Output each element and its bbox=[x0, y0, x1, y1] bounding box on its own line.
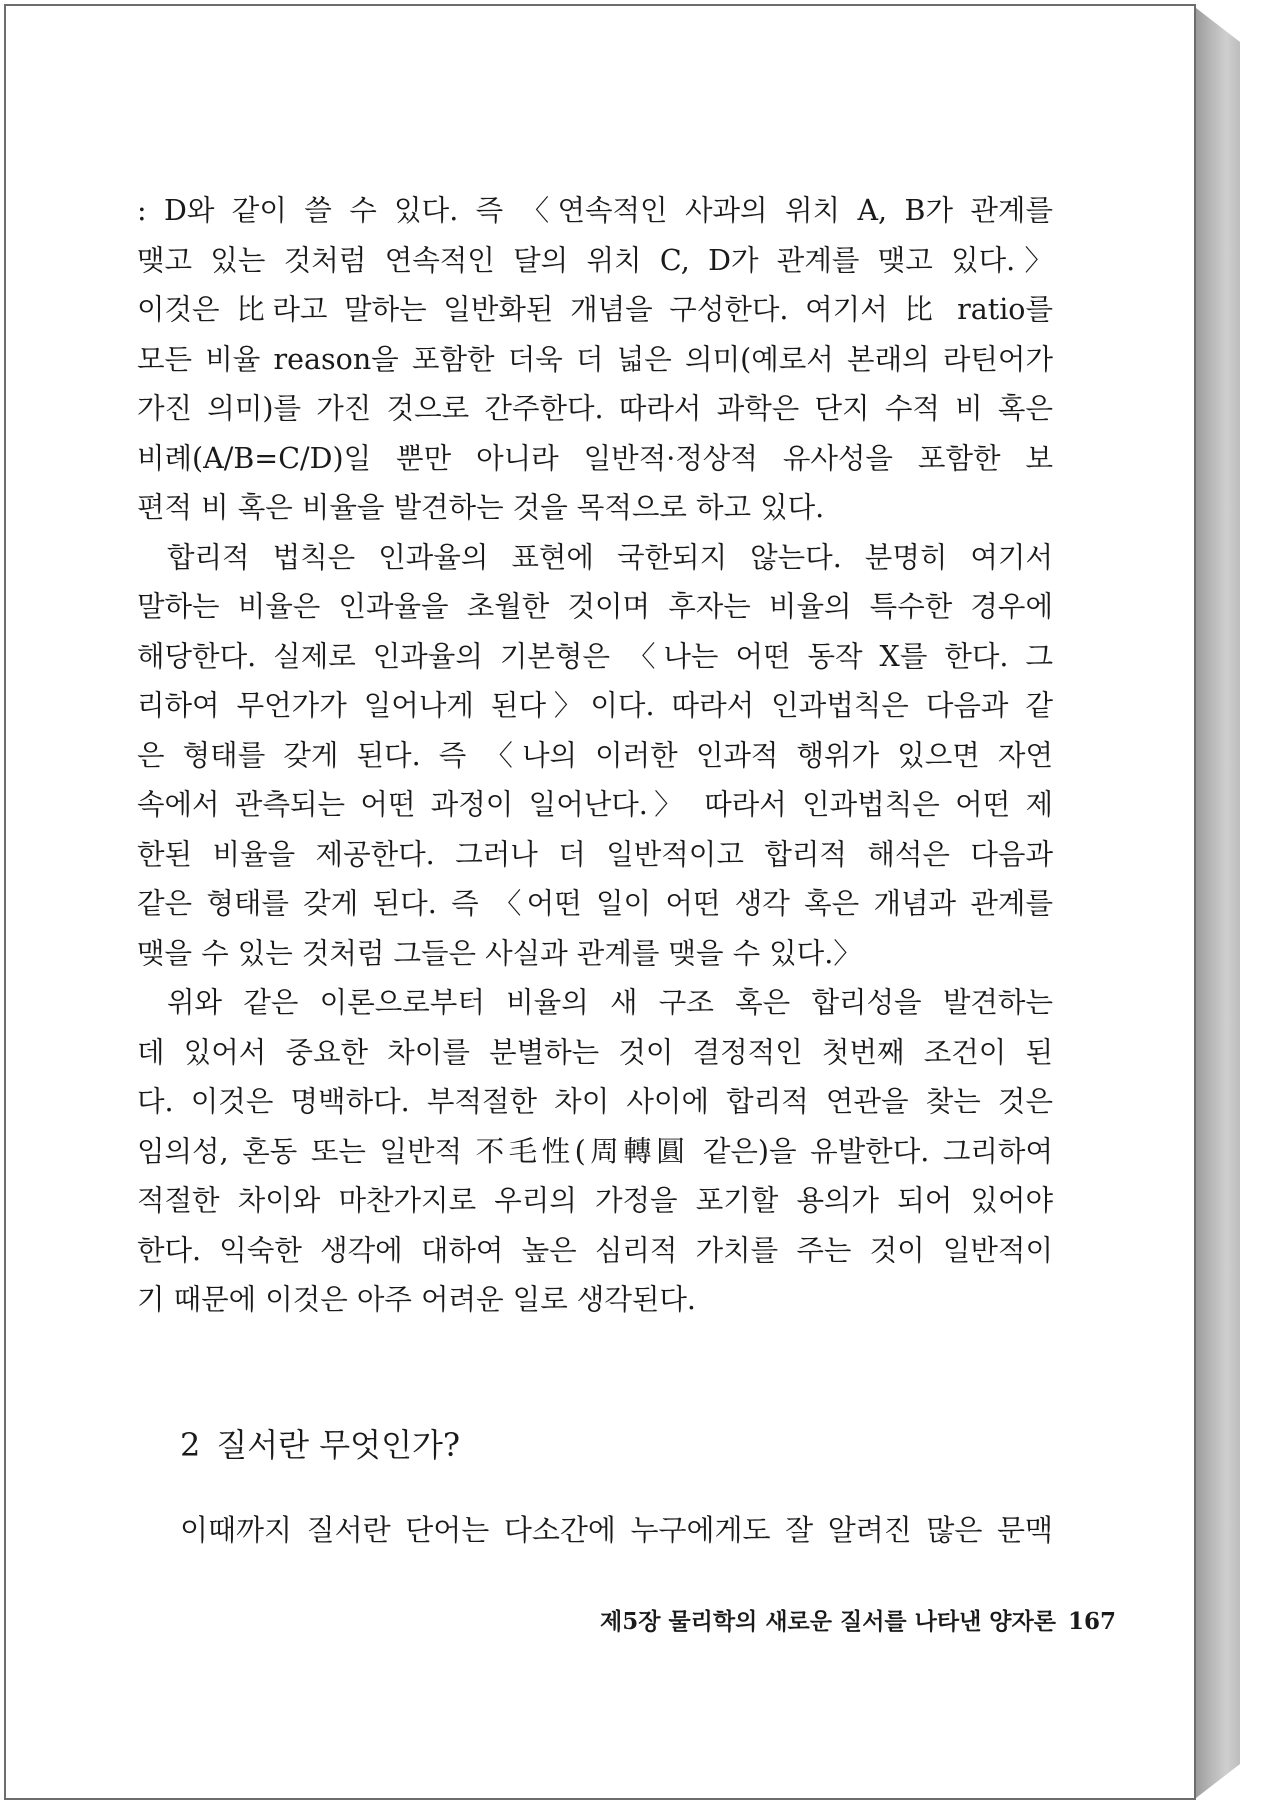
body-line: 가진 의미)를 가진 것으로 간주한다. 따라서 과학은 단지 수적 비 혹은 bbox=[137, 392, 1053, 425]
body-line: 임의성, 혼동 또는 일반적 不毛性(周轉圓 같은)을 유발한다. 그리하여 bbox=[137, 1134, 1053, 1168]
body-line: 해당한다. 실제로 인과율의 기본형은 〈나는 어떤 동작 X를 한다. 그 bbox=[137, 639, 1053, 673]
body-line: 속에서 관측되는 어떤 과정이 일어난다.〉 따라서 인과법칙은 어떤 제 bbox=[137, 788, 1053, 821]
body-line: 모든 비율 reason을 포함한 더욱 더 넓은 의미(예로서 본래의 라틴어가 bbox=[137, 342, 1053, 376]
body-line: 위와 같은 이론으로부터 비율의 새 구조 혹은 합리성을 발견하는 bbox=[167, 986, 1053, 1019]
section-title: 질서란 무엇인가? bbox=[216, 1426, 461, 1464]
body-line: : D와 같이 쓸 수 있다. 즉 〈연속적인 사과의 위치 A, B가 관계를 bbox=[137, 194, 1053, 227]
body-line: 이것은 比라고 말하는 일반화된 개념을 구성한다. 여기서 比 ratio를 bbox=[137, 293, 1053, 326]
section-heading bbox=[180, 1420, 460, 1466]
body-line: 같은 형태를 갖게 된다. 즉 〈어떤 일이 어떤 생각 혹은 개념과 관계를 bbox=[137, 887, 1053, 920]
body-line: 다. 이것은 명백하다. 부적절한 차이 사이에 합리적 연관을 찾는 것은 bbox=[137, 1085, 1053, 1118]
body-text bbox=[137, 186, 1053, 1325]
body-line: 기 때문에 이것은 아주 어려운 일로 생각된다. bbox=[137, 1283, 696, 1316]
body-line: 데 있어서 중요한 차이를 분별하는 것이 결정적인 첫번째 조건이 된 bbox=[137, 1035, 1053, 1069]
body-line: 리하여 무언가가 일어나게 된다〉이다. 따라서 인과법칙은 다음과 같 bbox=[137, 689, 1053, 722]
body-line: 한다. 익숙한 생각에 대하여 높은 심리적 가치를 주는 것이 일반적이 bbox=[137, 1233, 1053, 1267]
body-line: 은 형태를 갖게 된다. 즉 〈나의 이러한 인과적 행위가 있으면 자연 bbox=[137, 738, 1053, 772]
running-footer bbox=[600, 1603, 1116, 1636]
body-line: 말하는 비율은 인과율을 초월한 것이며 후자는 비율의 특수한 경우에 bbox=[137, 590, 1053, 623]
section-first-line: 이때까지 질서란 단어는 다소간에 누구에게도 잘 알려진 많은 문맥 bbox=[180, 1513, 1053, 1547]
body-line: 비례(A/B=C/D)일 뿐만 아니라 일반적·정상적 유사성을 포함한 보 bbox=[137, 441, 1053, 475]
body-line: 한된 비율을 제공한다. 그러나 더 일반적이고 합리적 해석은 다음과 bbox=[137, 837, 1053, 871]
page-edge bbox=[1196, 8, 1240, 1798]
chapter-title: 제5장 물리학의 새로운 질서를 나타낸 양자론 bbox=[600, 1608, 1056, 1635]
body-line: 맺고 있는 것처럼 연속적인 달의 위치 C, D가 관계를 맺고 있다.〉 bbox=[137, 243, 1053, 277]
section-number: 2 bbox=[180, 1426, 201, 1464]
body-line: 맺을 수 있는 것처럼 그들은 사실과 관계를 맺을 수 있다.〉 bbox=[137, 936, 862, 970]
body-line: 합리적 법칙은 인과율의 표현에 국한되지 않는다. 분명히 여기서 bbox=[167, 540, 1053, 574]
body-line: 적절한 차이와 마찬가지로 우리의 가정을 포기할 용의가 되어 있어야 bbox=[137, 1184, 1053, 1217]
page-number: 167 bbox=[1067, 1608, 1116, 1635]
body-line: 편적 비 혹은 비율을 발견하는 것을 목적으로 하고 있다. bbox=[137, 491, 825, 524]
